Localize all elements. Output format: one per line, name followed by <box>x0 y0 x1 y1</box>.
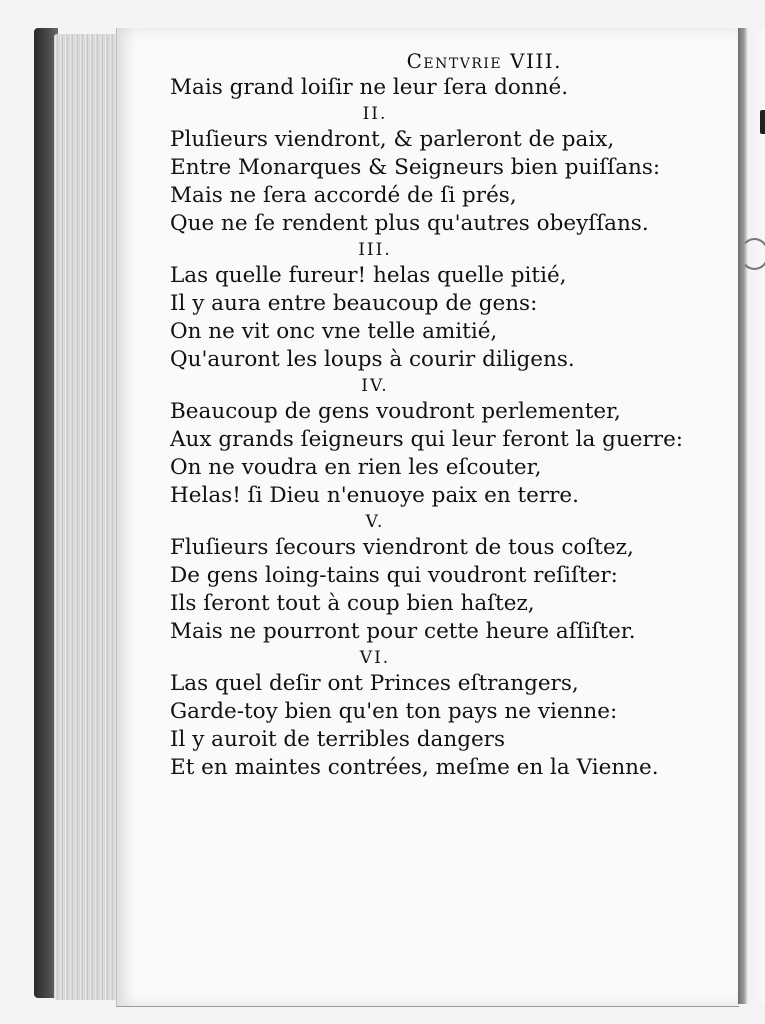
verse-line: Ils ſeront tout à coup bien haſtez, <box>170 591 535 616</box>
stanza <box>170 238 690 374</box>
verse-line: Aux grands ſeigneurs qui leur feront la guerre: <box>170 427 684 452</box>
verse-line: Mais ne pourront pour cette heure aſſiſter. <box>170 619 636 644</box>
verse-line: Il y aura entre beaucoup de gens: <box>170 291 538 316</box>
stanza-numeral: II. <box>362 104 388 124</box>
verse-line: Helas! ſi Dieu n'enuoye paix en terre. <box>170 483 579 508</box>
ink-mark <box>760 110 765 134</box>
poem-text <box>170 48 690 782</box>
stanza <box>170 646 690 782</box>
verse-line: Mais ne ſera accordé de ſi prés, <box>170 183 517 208</box>
verse-line: Las quel deſir ont Princes eſtrangers, <box>170 671 579 696</box>
stanza <box>170 102 690 238</box>
verse-line: Las quelle fureur! helas quelle pitié, <box>170 263 567 288</box>
stanza <box>170 510 690 646</box>
verse-line: Pluſieurs viendront, & parleront de paix, <box>170 127 615 152</box>
verse-line: Beaucoup de gens voudront perlementer, <box>170 399 621 424</box>
stanza-numeral: V. <box>365 512 385 532</box>
bookmark-string <box>740 238 765 270</box>
verse-line: Et en maintes contrées, meſme en la Vienne. <box>170 755 659 780</box>
stanza-numeral: VI. <box>359 648 391 668</box>
right-page-edge <box>738 28 765 1004</box>
stanza-numeral: IV. <box>361 376 389 396</box>
verse-line: Entre Monarques & Seigneurs bien puiſſans: <box>170 155 661 180</box>
verse-line: Garde-toy bien qu'en ton pays ne vienne: <box>170 699 618 724</box>
verse-line: Qu'auront les loups à courir diligens. <box>170 347 575 372</box>
running-header: Centvrie VIII. <box>406 49 562 73</box>
stanza-numeral: III. <box>358 240 392 260</box>
verse-line: On ne voudra en rien les eſcouter, <box>170 455 542 480</box>
verse-line: De gens loing-tains qui voudront reſiſter: <box>170 563 618 588</box>
verse-line: On ne vit onc vne telle amitié, <box>170 319 498 344</box>
verse-line: Que ne ſe rendent plus qu'autres obeyſſans. <box>170 211 649 236</box>
stanza <box>170 374 690 510</box>
verse-line: Fluſieurs ſecours viendront de tous coſtez, <box>170 535 634 560</box>
verse-line: Il y auroit de terribles dangers <box>170 727 505 752</box>
opening-line: Mais grand loiſir ne leur ſera donné. <box>170 75 569 100</box>
